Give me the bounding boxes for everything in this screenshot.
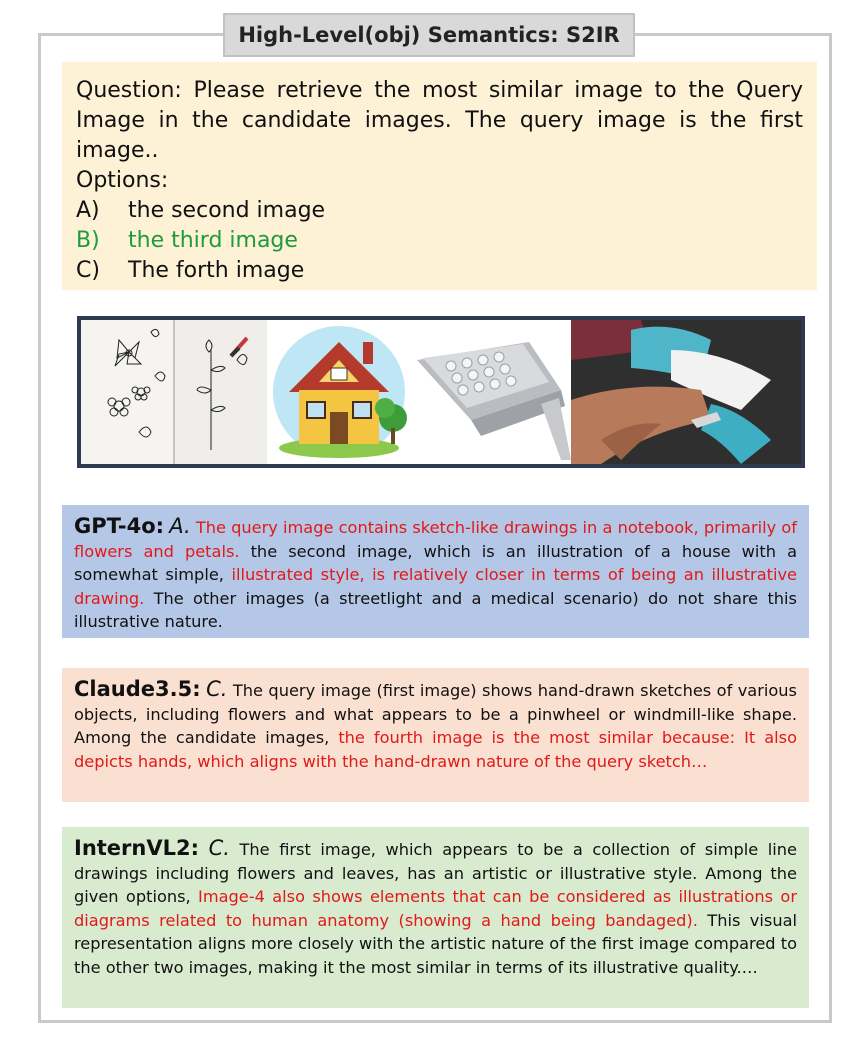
response-segment: This visual representation aligns more closely with the artistic nature of the first image compared to the other two images, making it the most similar in terms of its illustrative quality.…	[74, 910, 797, 977]
model-name: Claude3.5	[74, 677, 193, 701]
sketch-notebook-image	[81, 320, 267, 464]
options-label: Options:	[76, 168, 169, 193]
response-internvl	[62, 827, 809, 1008]
model-colon: :	[192, 677, 201, 701]
streetlight-image	[411, 320, 571, 464]
response-claude	[62, 668, 809, 802]
option-text: the second image	[128, 198, 326, 223]
option-letter: A)	[76, 198, 100, 223]
response-segment: The query image contains sketch-like drawings in a notebook, primarily of flowers and petals.	[74, 518, 797, 561]
question-box	[62, 62, 817, 290]
option-c	[76, 256, 803, 286]
model-name: GPT-4o	[74, 514, 156, 538]
option-text: The forth image	[128, 258, 305, 283]
response-segment: illustrated style, is relatively closer in terms of being an illustrative drawing.	[74, 565, 797, 608]
response-gpt	[62, 505, 809, 638]
response-segment: the fourth image is the most similar because: It also depicts hands, which aligns with the hand-drawn nature of the query sketch…	[74, 728, 797, 771]
option-b	[76, 226, 803, 256]
response-segment: The query image (first image) shows hand-drawn sketches of various objects, including flowers and what appears to be a pinwheel or windmill-like shape. Among the candidate images,	[74, 681, 797, 747]
model-choice: A.	[169, 514, 191, 538]
model-colon: :	[190, 836, 200, 860]
page-title: High-Level(obj) Semantics: S2IR	[223, 13, 635, 57]
model-name: InternVL2	[74, 836, 191, 860]
response-segment: Image-4 also shows elements that can be considered as illustrations or diagrams related to human anatomy (showing a hand being bandaged).	[74, 887, 797, 930]
model-colon: :	[155, 514, 165, 538]
option-letter: B)	[76, 228, 100, 253]
response-segment: The first image, which appears to be a collection of simple line drawings including flowers and leaves, has an artistic or illustrative style. Among the given options,	[74, 840, 797, 906]
bandaged-hand-image	[571, 320, 801, 464]
response-segment: the second image, which is an illustration of a house with a somewhat simple,	[74, 541, 797, 584]
model-choice: C.	[208, 836, 230, 860]
question-text: Question: Please retrieve the most similar image to the Query Image in the candidate images. The query image is the first image..	[76, 78, 803, 163]
model-choice: C.	[206, 677, 228, 701]
option-letter: C)	[76, 258, 100, 283]
option-a	[76, 196, 803, 226]
house-illustration-image	[267, 320, 411, 464]
option-text: the third image	[128, 228, 298, 253]
image-strip	[77, 316, 805, 468]
response-segment: The other images (a streetlight and a medical scenario) do not share this illustrative nature.	[74, 588, 797, 631]
